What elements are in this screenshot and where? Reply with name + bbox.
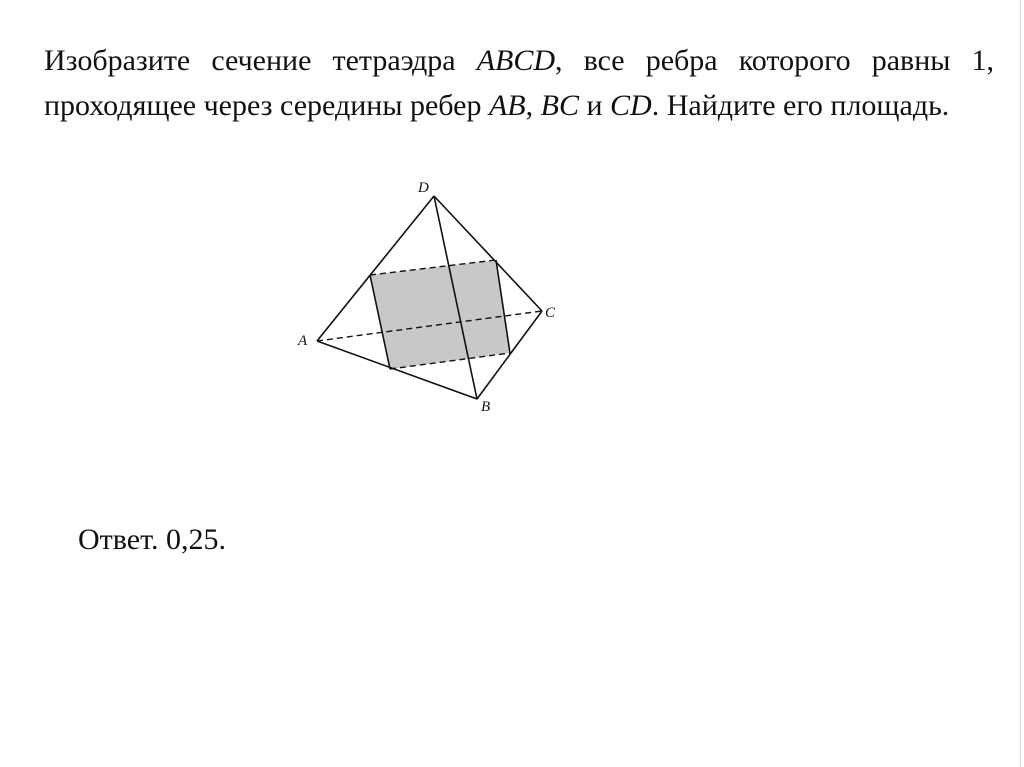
problem-text-part-5: . Найдите его площадь. <box>651 89 950 122</box>
problem-text-part-3: , <box>525 89 541 122</box>
tetrahedron-figure <box>290 170 570 420</box>
vertex-label-c: C <box>545 305 556 321</box>
cross-section-fill <box>370 260 510 369</box>
vertex-label-a: A <box>298 333 308 349</box>
problem-text <box>44 38 994 128</box>
problem-text-part-1: Изобразите сечение тетраэдра <box>44 44 477 77</box>
problem-text-part-2: , все ребра которого равны 1, проходящее через середины ребер <box>44 44 994 122</box>
edge-bc-name: BC <box>540 89 579 122</box>
vertex-label-b: B <box>481 399 491 415</box>
answer-label: Ответ <box>78 523 151 556</box>
answer-value: . 0,25. <box>150 523 226 556</box>
answer-line <box>78 520 226 560</box>
edge-ab-name: AB <box>488 89 526 122</box>
tetrahedron-diagram <box>290 170 570 420</box>
vertex-label-d: D <box>418 180 429 196</box>
tetrahedron-name: ABCD <box>476 44 556 77</box>
slide-edge-divider <box>1020 0 1021 767</box>
problem-text-part-4: и <box>578 89 611 122</box>
edge-cd-name: CD <box>610 89 652 122</box>
